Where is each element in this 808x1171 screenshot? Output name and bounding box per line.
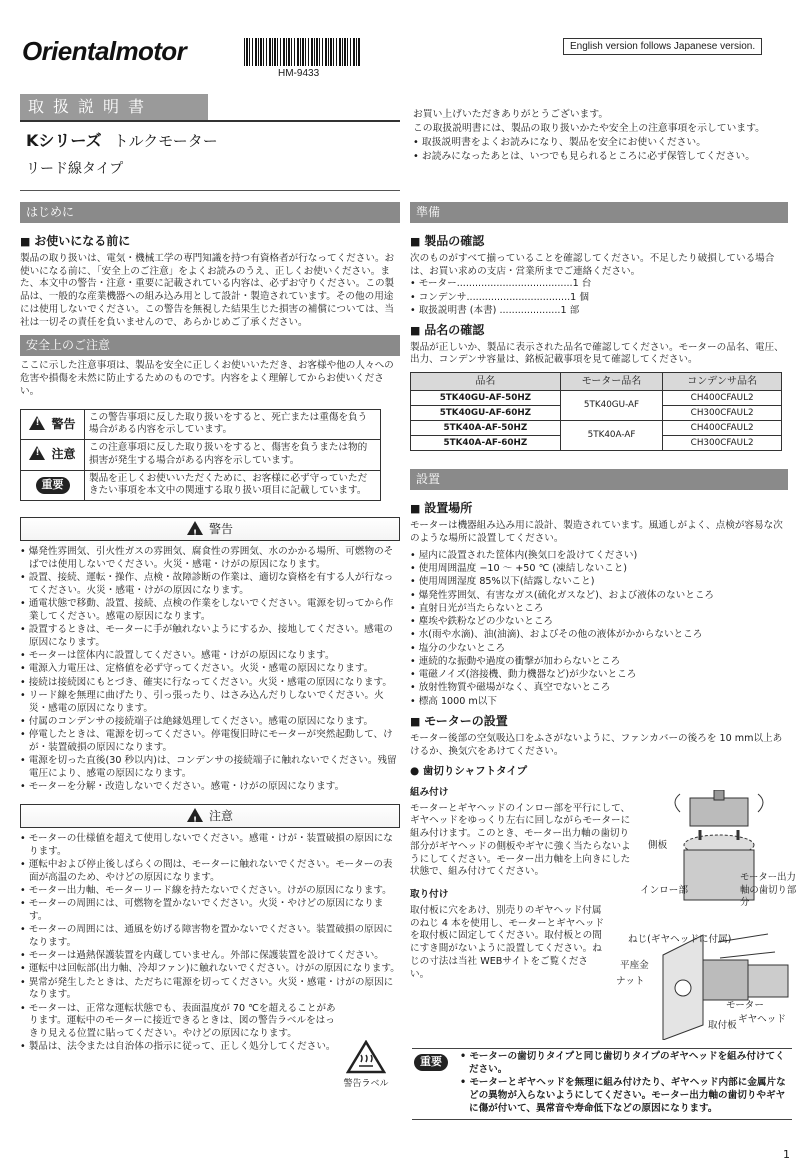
caution-triangle-icon [29,446,45,460]
cell-capacitor: CH400CFAUL2 [663,391,782,406]
manual-title: 取扱説明書 [20,94,208,120]
heading-pinion-shaft: ● 歯切りシャフトタイプ [410,764,528,777]
contents-item: • モーター......................................1 台 [410,278,788,291]
location-item: • 塩分の少ないところ [410,643,788,656]
caution-item: • 異常が発生したときは、ただちに電源を切ってください。火災・感電・けがの原因になります。 [20,977,400,1003]
barcode [244,38,360,66]
kumitsuke-label: 組み付け [410,786,449,798]
document-code: HM-9433 [278,68,320,79]
caution-box-header: !注意 [20,804,400,828]
location-item: • 使用周囲湿度 85%以下(結露しないこと) [410,576,788,589]
section-bar-setchi: 設置 [410,469,788,490]
warning-item: • モーターを分解・改造しないでください。感電・けがの原因になります。 [20,781,400,794]
assembly-figure [640,790,800,910]
hot-surface-icon [346,1040,386,1074]
important-badge: 重要 [36,477,70,494]
signal-word-table [20,409,381,502]
caution-triangle-icon [187,808,203,822]
fig-label-pinion: モーター出力軸の歯切り部分 [740,872,797,908]
product-name-table [410,372,782,451]
caution-item: • 運転中は回転部(出力軸、冷却ファン)に触れないでください。けがの原因になります。 [20,963,400,976]
fig-label-nut: ナット [616,976,645,987]
table-row [411,421,782,436]
warning-item: • 設置するときは、モーターに手が触れないようにするか、接地してください。感電の原因になります。 [20,624,400,650]
location-item: • 放射性物質や磁場がなく、真空でないところ [410,682,788,695]
fig-label-screw: ねじ(ギヤヘッドに付属) [628,934,732,945]
warning-item: • リード線を無理に曲げたり、引っ張ったり、はさみ込んだりしないでください。火災・感電の原因になります。 [20,690,400,716]
warning-item: • 付属のコンデンサの接続端子は絶縁処理してください。感電の原因になります。 [20,716,400,729]
warning-list [20,546,400,794]
hot-surface-label [338,1040,394,1091]
warning-item: • 停電したときは、電源を切ってください。停電復旧時にモーターが突然起動して、けが・装置破損の原因になります。 [20,729,400,755]
english-version-note: English version follows Japanese version. [563,38,762,55]
signal-text-important: 製品を正しくお使いいただくために、お客様に必ず守っていただきたい事項を本文中の関連する取り扱い項目に記載しています。 [85,470,381,501]
intro-line: • 取扱説明書をよくお読みになり、製品を安全にお使いください。 [413,137,707,149]
col-header: 品名 [411,373,561,391]
location-item: • 電磁ノイズ(溶接機、動力機器など)が少ないところ [410,669,788,682]
signal-row-warning [21,409,381,440]
col-header: コンデンサ品名 [663,373,782,391]
left-column [20,202,400,1055]
heading-name-check: ■ 品名の確認 [410,323,788,339]
toritsuke-label: 取り付け [410,889,449,901]
series-name: Kシリーズ [26,131,102,150]
warning-item: • 電源入力電圧は、定格値を必ず守ってください。火災・感電の原因になります。 [20,663,400,676]
location-item: • 塵埃や鉄粉などの少ないところ [410,616,788,629]
important-badge: 重要 [414,1054,448,1071]
signal-text-caution: この注意事項に反した取り扱いをすると、傷害を負うまたは物的損害が発生する場合がある内容を示しています。 [85,440,381,471]
product-check-text: 次のものがすべて揃っていることを確認してください。不足したり破損している場合は、お買い求めの支店・営業所までご連絡ください。 [410,252,775,277]
important-item: • モーターの歯切りタイプと同じ歯切りタイプのギヤヘッドを組み付けてください。 [460,1051,790,1077]
important-box [412,1048,792,1120]
caution-item: • モーターは過熱保護装置を内蔵していません。外部に保護装置を設けてください。 [20,950,400,963]
kumitsuke-text: モーターとギヤヘッドのインロー部を平行にして、ギヤヘッドをゆっくり左右に回しながらモーターに組み付けます。このとき、モーター出力軸の歯切り部分がギヤヘッドの側板やギヤに強く当たらないようにしてください。モーター出力軸を上向きにした状態で、組み付けてください。 [410,802,631,878]
caution-item: • モーターの周囲には、通風を妨げる障害物を置かないでください。装置破損の原因になります。 [20,924,400,950]
warning-triangle-icon [29,416,45,430]
cell-capacitor: CH400CFAUL2 [663,421,782,436]
safety-text: ここに示した注意事項は、製品を安全に正しくお使いいただき、お客様や他の人々への危害や損傷を未然に防止するためのものです。内容をよく理解してからお使いください。 [20,360,394,397]
fig-label-side-plate: 側板 [648,840,668,851]
heading-motor-install: ■ モーターの設置 [410,714,788,730]
heading-before-use: ■ お使いになる前に [20,234,400,250]
table-header-row [411,373,782,391]
caution-list [20,833,400,1054]
location-item: • 標高 1000 m以下 [410,696,788,709]
intro-text [413,108,791,164]
signal-row-important [21,470,381,501]
product-subtype: リード線タイプ [26,161,124,177]
page-number: 1 [783,1148,790,1161]
cell-product: 5TK40GU-AF-50HZ [411,391,561,406]
cell-capacitor: CH300CFAUL2 [663,406,782,421]
contents-list [410,278,788,317]
contents-item: • コンデンサ..................................1 個 [410,292,788,305]
warning-item: • モーターは筐体内に設置してください。感電・けがの原因になります。 [20,650,400,663]
heading-product-check: ■ 製品の確認 [410,234,788,250]
section-bar-hajimeni: はじめに [20,202,400,223]
series-title [26,130,218,152]
heading-install-location: ■ 設置場所 [410,501,788,517]
caution-item: • モーターの周囲には、可燃物を置かないでください。火災・やけどの原因になります。 [20,898,400,924]
table-row [411,391,782,406]
contents-item: • 取扱説明書 (本書) ....................1 部 [410,305,788,318]
location-item: • 使用周囲温度 −10 〜 +50 ℃ (凍結しないこと) [410,563,788,576]
location-item: • 水(雨や水滴)、油(油滴)、およびその他の液体がかからないところ [410,629,788,642]
intro-line: この取扱説明書には、製品の取り扱いかたや安全上の注意事項を示しています。 [413,123,765,135]
fig-label-washer: 平座金 [620,960,649,971]
intro-line: お買い上げいただきありがとうございます。 [413,109,609,120]
signal-label-caution: !注意 [21,440,85,471]
location-item: • 連続的な振動や過度の衝撃が加わらないところ [410,656,788,669]
fig-label-motor: モーター [726,1000,764,1011]
warning-item: • 爆発性雰囲気、引火性ガスの雰囲気、腐食性の雰囲気、水のかかる場所、可燃物のそばでは使用しないでください。火災・感電・けがの原因になります。 [20,546,400,572]
oriental-motor-logo: Orientalmotor [22,36,187,66]
caution-item: • モーター出力軸、モーターリード線を持たないでください。けがの原因になります。 [20,885,400,898]
product-name: トルクモーター [113,132,218,150]
caution-item: • モーターの仕様値を超えて使用しないでください。感電・けが・装置破損の原因になります。 [20,833,400,859]
cell-product: 5TK40A-AF-50HZ [411,421,561,436]
section-bar-safety: 安全上のご注意 [20,335,400,356]
cell-capacitor: CH300CFAUL2 [663,436,782,451]
toritsuke-text: 取付板に穴をあけ、別売りのギヤヘッド付属のねじ 4 本を使用し、モーターとギヤヘッドを取付板に固定してください。取付板との間にすき間がないように設置してください。ねじの寸法は当社 WEBサイトをご覧ください。 [410,904,605,980]
install-location-list [410,550,788,709]
cell-motor: 5TK40GU-AF [560,391,663,421]
before-use-text: 製品の取り扱いは、電気・機械工学の専門知識を持つ有資格者が行なってください。お使いになる前に、「安全上のご注意」をよくお読みのうえ、正しくお使いください。また、本文中の警告・注意・重要に記載されている内容は、必ずお守りください。この製品は、一般的な産業機器への組み込み用として設計・製造されています。その他の用途には使用しないでください。この警告を無視した結果生じた損害の補償については、当社は一切その責任を負いませんので、あらかじめご了承ください。 [20,252,395,328]
install-location-text: モーターは機器組み込み用に設計、製造されています。風通しがよく、点検が容易な次のような場所に設置してください。 [410,520,783,545]
fig-label-mounting-plate: 取付板 [708,1020,737,1031]
col-header: モーター品名 [560,373,663,391]
cell-product: 5TK40A-AF-60HZ [411,436,561,451]
signal-label-warning: !警告 [21,409,85,440]
signal-row-caution [21,440,381,471]
intro-line: • お読みになったあとは、いつでも見られるところに必ず保管してください。 [413,151,755,163]
mounting-figure [608,930,803,1040]
cell-product: 5TK40GU-AF-60HZ [411,406,561,421]
warning-box-header: !警告 [20,517,400,541]
location-item: • 屋内に設置された筐体内(換気口を設けてください) [410,550,788,563]
warning-item: • 接続は接続図にもとづき、確実に行なってください。火災・感電の原因になります。 [20,677,400,690]
warning-item: • 設置、接続、運転・操作、点検・故障診断の作業は、適切な資格を有する人が行なってください。火災・感電・けがの原因になります。 [20,572,400,598]
fig-label-pilot: インロー部 [640,885,688,896]
signal-text-warning: この警告事項に反した取り扱いをすると、死亡または重傷を負う場合がある内容を示しています。 [85,409,381,440]
location-item: • 直射日光が当たらないところ [410,603,788,616]
warning-triangle-icon [187,521,203,535]
caution-item: • 運転中および停止後しばらくの間は、モーターに触れないでください。モーターの表面が高温のため、やけどの原因になります。 [20,859,400,885]
important-item: • モーターとギヤヘッドを無理に組み付けたり、ギヤヘッド内部に金属片などの異物が入らないようにしてください。モーター出力軸の歯切りやギヤに傷が付いて、異常音や寿命低下などの原因になります。 [460,1077,790,1115]
signal-label-important [21,470,85,501]
cell-motor: 5TK40A-AF [560,421,663,451]
fig-label-gearhead: ギヤヘッド [738,1014,786,1025]
section-bar-junbi: 準備 [410,202,788,223]
warning-item: • 通電状態で移動、設置、接続、点検の作業をしないでください。電源を切ってから作業してください。感電の原因になります。 [20,598,400,624]
name-check-text: 製品が正しいか、製品に表示された品名で確認してください。モーターの品名、電圧、出力、コンデンサ容量は、銘板記載事項を見て確認してください。 [410,341,784,366]
important-list [460,1051,790,1116]
hot-surface-caption: 警告ラベル [343,1078,389,1089]
caution-item: • モーターは、正常な運転状態でも、表面温度が 70 ℃を超えることがあります。運転中のモーターに接近できるときは、図の警告ラベルをはっきり見える位置に貼ってください。やけどの原因になります。 [20,1003,340,1041]
warning-item: • 電源を切った直後(30 秒以内)は、コンデンサの接続端子に触れないでください。残留電圧により、感電の原因になります。 [20,755,400,781]
motor-install-text: モーター後部の空気吸込口をふさがないように、ファンカバーの後ろを 10 mm以上あけるか、換気穴をあけてください。 [410,733,783,758]
caution-item: • 製品は、法令または自治体の指示に従って、正しく処分してください。 [20,1041,400,1054]
location-item: • 爆発性雰囲気、有害なガス(硫化ガスなど)、および液体のないところ [410,590,788,603]
